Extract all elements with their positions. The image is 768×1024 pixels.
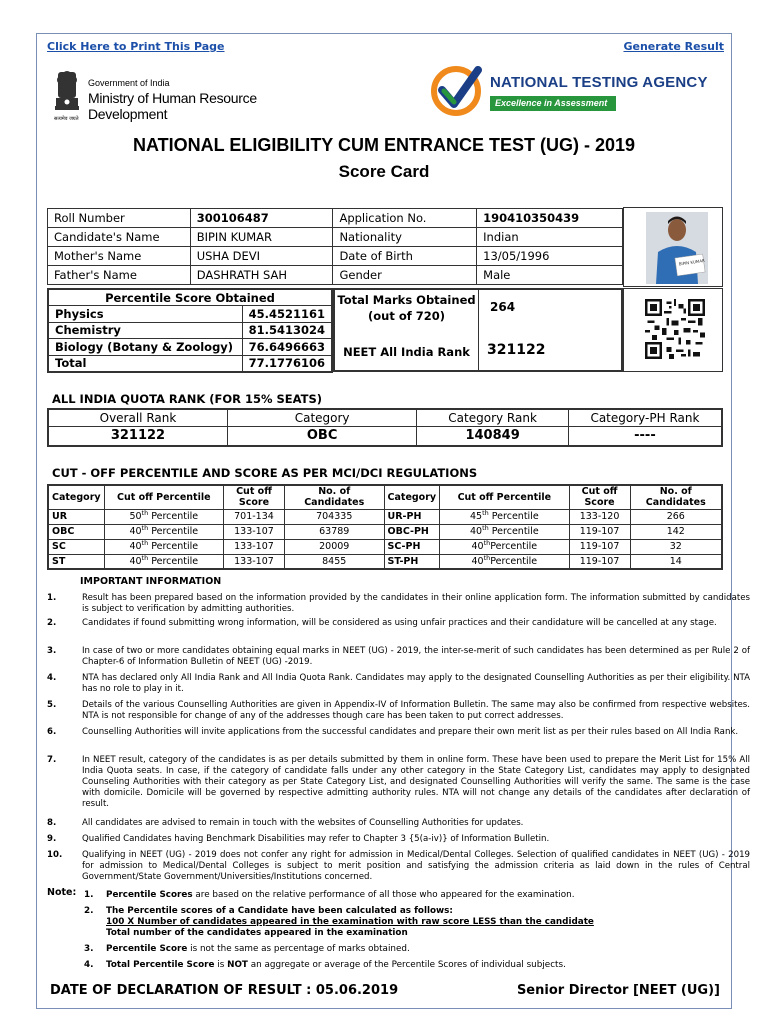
note-number: 2. [84,906,94,916]
item-number: 7. [47,755,57,765]
nta-name: NATIONAL TESTING AGENCY [490,74,708,91]
table-row [48,524,722,539]
item-text: Result has been prepared based on the information provided by the candidates in their online application form. The information submitted by candidates is subject to verification by admitting authorities. [82,593,750,614]
generate-result-link[interactable]: Generate Result [623,40,724,53]
table-row [48,228,623,247]
cutoff-percentile: 50th Percentile [104,509,223,524]
print-page-link[interactable]: Click Here to Print This Page [47,40,225,53]
air-value: 321122 [487,342,546,358]
total-marks-value: 264 [490,300,516,314]
signatory: Senior Director [NEET (UG)] [516,983,720,998]
total-marks-label: Total Marks Obtained (out of 720) [335,290,479,332]
column-header: Cut off Percentile [104,485,223,509]
category-rank: 140849 [417,426,569,446]
item-text: All candidates are advised to remain in touch with the websites of Counselling Authorities for updates. [82,818,524,828]
nta-tagline: Excellence in Assessment [490,96,616,111]
table-row [48,355,332,372]
cutoff-percentile: 40th Percentile [104,539,223,554]
item-number: 10. [47,850,63,860]
application-number: 190410350439 [477,209,623,228]
cutoff-score: 119-107 [569,539,630,554]
date-of-birth: 13/05/1996 [477,247,623,266]
column-header: Overall Rank [48,409,227,426]
note-text: Total Percentile Score is NOT an aggregate or average of the Percentile Scores of individual subjects. [106,960,566,970]
cutoff-category: OBC-PH [384,524,440,539]
note-number: 3. [84,944,94,954]
candidate-photo [646,212,708,284]
nta-check-icon [430,64,482,116]
cutoff-candidates: 20009 [284,539,384,554]
column-header: Category [48,485,104,509]
info-label: Candidate's Name [48,228,191,247]
column-header: Category [227,409,416,426]
column-header: Category Rank [417,409,569,426]
info-label: Gender [333,266,477,285]
marks-rank-box [333,288,623,372]
cutoff-percentile: 40th Percentile [104,524,223,539]
item-text: Qualified Candidates having Benchmark Disabilities may refer to Chapter 3 {5(a-iv)} of Information Bulletin. [82,834,550,844]
qr-code-box [623,288,723,372]
cutoff-percentile: 45th Percentile [440,509,569,524]
table-row [48,266,623,285]
cutoff-score: 133-107 [224,524,285,539]
cutoff-candidates: 32 [630,539,722,554]
qr-code-icon [645,299,705,359]
formula-numerator: 100 X Number of candidates appeared in the examination with raw score LESS than the candidate [106,917,594,927]
cutoff-category: UR-PH [384,509,440,524]
mhrd-logo [52,66,282,124]
cutoff-percentile: 40th Percentile [440,524,569,539]
nationality: Indian [477,228,623,247]
column-header: Category-PH Rank [568,409,722,426]
table-row [48,409,722,426]
table-row [48,554,722,569]
item-text: NTA has declared only All India Rank and All India Quota Rank. Candidates may apply to the designated Counselling Authorities as per their eligibility. NTA has no role to play in it. [82,673,750,694]
cutoff-table [47,484,723,570]
column-header: Cut off Score [224,485,285,509]
cutoff-category: ST-PH [384,554,440,569]
cutoff-percentile: 40thPercentile [440,539,569,554]
item-text: Counselling Authorities will invite applications from the successful candidates and prepare their own merit list as per their rules based on All India Rank. [82,727,739,737]
subject-name: Total [48,355,242,372]
cutoff-candidates: 8455 [284,554,384,569]
item-number: 8. [47,818,57,828]
table-row [48,322,332,339]
govt-of-india-label: Government of India [88,78,170,88]
formula-denominator: Total number of the candidates appeared in the examination [106,928,408,938]
table-row [48,209,623,228]
info-label: Roll Number [48,209,191,228]
candidate-info-table [47,208,623,285]
nta-logo [430,64,730,120]
item-number: 6. [47,727,57,737]
emblem-motto: सत्यमेव जयते [54,116,79,122]
note-number: 1. [84,890,94,900]
gender: Male [477,266,623,285]
person-icon [646,212,708,284]
cutoff-percentile: 40thPercentile [440,554,569,569]
quota-heading: ALL INDIA QUOTA RANK (FOR 15% SEATS) [52,392,323,406]
scorecard-title: Score Card [338,162,430,181]
cutoff-score: 119-107 [569,554,630,569]
cutoff-score: 133-107 [224,539,285,554]
item-text: In case of two or more candidates obtaining equal marks in NEET (UG) - 2019, the inter-se-merit of such candidates has been determined as per Rule 2 of Chapter-6 of Information Bulletin of NEET (UG) -2019. [82,646,750,667]
candidate-photo-box [623,207,723,287]
column-header: Category [384,485,440,509]
photo-caption: BIPIN KUMAR [678,257,706,267]
table-row [48,306,332,323]
table-row [48,289,332,306]
subject-name: Chemistry [48,322,242,339]
column-header: No. of Candidates [630,485,722,509]
table-row [48,426,722,446]
subject-percentile: 45.4521161 [242,306,332,323]
cutoff-score: 119-107 [569,524,630,539]
note-text: The Percentile scores of a Candidate have been calculated as follows: [106,906,453,916]
table-row [48,247,623,266]
percentile-table [47,288,333,373]
father-name: DASHRATH SAH [190,266,333,285]
candidate-name: BIPIN KUMAR [190,228,333,247]
mother-name: USHA DEVI [190,247,333,266]
category-ph-rank: ---- [568,426,722,446]
cutoff-heading: CUT - OFF PERCENTILE AND SCORE AS PER MCI/DCI REGULATIONS [52,466,478,480]
ministry-label: Ministry of Human Resource Development [88,90,257,122]
exam-title: NATIONAL ELIGIBILITY CUM ENTRANCE TEST (UG) - 2019 [132,135,636,155]
subject-percentile: 81.5413024 [242,322,332,339]
national-emblem-icon [52,66,82,120]
cutoff-candidates: 63789 [284,524,384,539]
subject-name: Biology (Botany & Zoology) [48,339,242,356]
column-header: Cut off Percentile [440,485,569,509]
cutoff-category: UR [48,509,104,524]
info-label: Mother's Name [48,247,191,266]
cutoff-category: ST [48,554,104,569]
table-row [48,339,332,356]
important-info-heading: IMPORTANT INFORMATION [80,576,222,587]
item-text: Details of the various Counselling Authorities are given in Appendix-IV of Information Bulletin. The same may also be confirmed from respective websites. NTA is not responsible for change of any of the addresses though care has been taken to put correct addresses. [82,700,750,721]
item-number: 3. [47,646,57,656]
info-label: Nationality [333,228,477,247]
subject-percentile: 76.6496663 [242,339,332,356]
subject-name: Physics [48,306,242,323]
subject-percentile: 77.1776106 [242,355,332,372]
item-text: Candidates if found submitting wrong information, will be considered as using unfair practices and their candidature will be cancelled at any stage. [82,618,717,628]
info-label: Date of Birth [333,247,477,266]
note-label: Note: [47,887,77,898]
category: OBC [227,426,416,446]
cutoff-score: 701-134 [224,509,285,524]
cutoff-score: 133-107 [224,554,285,569]
note-text: Percentile Score is not the same as percentage of marks obtained. [106,944,410,954]
cutoff-candidates: 266 [630,509,722,524]
cutoff-category: SC-PH [384,539,440,554]
item-number: 1. [47,593,57,603]
roll-number: 300106487 [190,209,333,228]
overall-rank: 321122 [48,426,227,446]
note-text: Percentile Scores are based on the relative performance of all those who appeared for the examination. [106,890,575,900]
cutoff-percentile: 40th Percentile [104,554,223,569]
percentile-heading: Percentile Score Obtained [48,289,332,306]
table-row [48,509,722,524]
cutoff-candidates: 704335 [284,509,384,524]
info-label: Father's Name [48,266,191,285]
item-number: 5. [47,700,57,710]
declaration-date: DATE OF DECLARATION OF RESULT : 05.06.2019 [50,983,399,998]
item-number: 2. [47,618,57,628]
table-row [48,539,722,554]
cutoff-candidates: 14 [630,554,722,569]
item-text: Qualifying in NEET (UG) - 2019 does not confer any right for admission in Medical/Dental Colleges. Selection of qualified candidates in NEET (UG) - 2019 for admission to Medical/Dental Colleges is subject to merit position and satisfying the admission criteria as laid down in the rules of Central Government/State Government/Universities/Institutions concerned. [82,850,750,882]
item-text: In NEET result, category of the candidates is as per details submitted by them in online form. These have been used to prepare the Merit List for 15% All India Quota seats. In case, if the category of candidate falls under any other category in the State Category List, candidates may apply to designated Counseling Authorities with their category as per State Category List, and designated Counselling Authorities will verify the same. The same is the case with domicile. Domicile will be governed by respective admitting authority rules. NTA will not change any details of the candidates after declaration of result. [82,755,750,809]
cutoff-category: SC [48,539,104,554]
cutoff-score: 133-120 [569,509,630,524]
cutoff-candidates: 142 [630,524,722,539]
item-number: 9. [47,834,57,844]
note-number: 4. [84,960,94,970]
column-header: Cut off Score [569,485,630,509]
air-label: NEET All India Rank [335,332,479,372]
table-row [48,485,722,509]
cutoff-category: OBC [48,524,104,539]
item-number: 4. [47,673,57,683]
column-header: No. of Candidates [284,485,384,509]
quota-rank-table [47,408,723,447]
info-label: Application No. [333,209,477,228]
